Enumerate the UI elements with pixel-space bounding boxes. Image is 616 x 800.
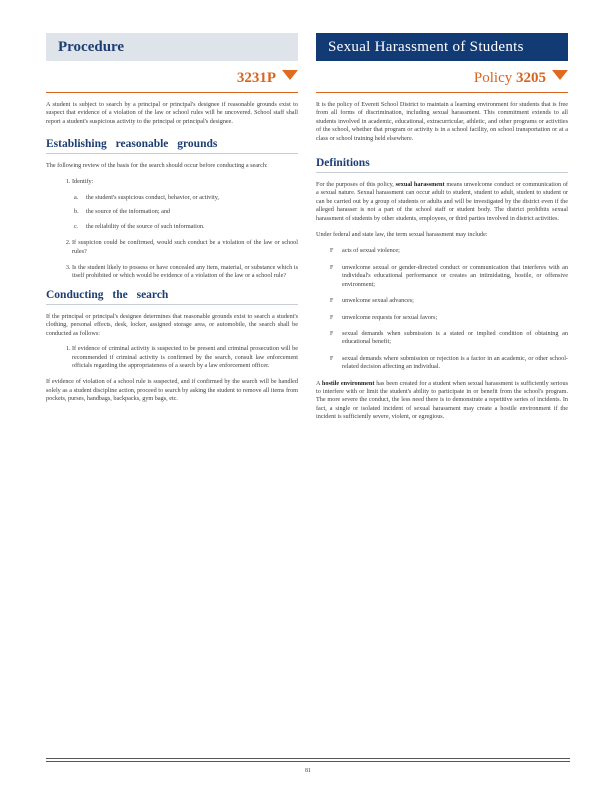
procedure-intro: A student is subject to search by a principal or principal's designee if reasonable grounds exist to suspect that evidence of a violation of the law or school rules will be uncovered. School staff shall report a student's suspicious activity to the principal or principal's designee. [46,101,298,125]
harassment-bullet [330,297,568,305]
bullet-mark-icon: F [330,314,334,321]
search-intro: If the principal or principal's designee determines that reasonable grounds exist to search a student's clothing, personal effects, desk, locker, assigned storage area, or automobile, the search shall be conducted as follows: [46,312,298,337]
harassment-bullet [330,247,568,255]
grounds-subitem-b [74,208,298,216]
bullet-mark-icon: F [330,355,334,362]
grounds-heading: Establishing reasonable grounds [46,138,218,151]
definitions-heading: Definitions [316,157,370,170]
grounds-intro: The following review of the basis for the search should occur before conducting a search: [46,162,268,170]
definition-pre: For the purposes of this policy, [316,181,394,189]
grounds-subitem-c-text: the reliability of the source of such information. [86,222,205,230]
search-list [46,345,298,370]
grounds-subitem-a [74,194,298,202]
subitem-letter: a. [74,194,79,202]
hostile-pre: A [316,379,321,387]
hostile-environment-paragraph [316,380,568,422]
harassment-bullet [330,313,568,322]
page-number: 81 [305,768,311,774]
procedure-rule [46,92,298,93]
bullet-text: unwelcome sexual advances; [342,297,414,305]
grounds-item-2: 2. If suspicion could be confirmed, would such conduct be a violation of the law or school rules? [72,239,298,256]
policy-banner: Sexual Harassment of Students [316,33,568,61]
hostile-term: hostile environment [321,379,375,387]
search-outro: If evidence of violation of a school rule is suspected, and if confirmed by the search will be handled solely as a student discipline action, proceed to search by asking the student to remove all items from pockets, purses, handbags, backpacks, gym bags, etc. [46,378,298,403]
bullet-mark-icon: F [330,298,334,305]
grounds-subitem-c [74,222,298,231]
grounds-subitem-a-text: the student's suspicious conduct, behavior, or activity, [86,194,219,202]
page-footer [46,758,570,774]
triangle-down-icon [282,70,298,80]
bullet-text: unwelcome requests for sexual favors; [342,313,438,321]
grounds-sublist [72,194,298,231]
harassment-bullet [330,329,568,347]
policy-word: Policy [473,70,513,86]
bullet-mark-icon: F [330,330,334,337]
harassment-bullets [316,247,568,371]
law-intro: Under federal and state law, the term sexual harassment may include: [316,231,488,239]
harassment-bullet [330,263,568,289]
search-item-1: 1. If evidence of criminal activity is suspected to be present and criminal prosecution will be recommended if criminal activity is confirmed by the search, consult law enforcement officials regarding the appropriateness of a search by a law enforcement officer. [72,345,298,370]
grounds-item-1-text: Identify: [72,177,94,185]
search-heading: Conducting the search [46,288,169,301]
bullet-text: unwelcome sexual or gender-directed conduct or communication that interferes with an individual's educational performance or creates an intimidating, hostile, or offensive environment; [342,263,568,288]
subitem-letter: c. [74,222,79,230]
grounds-item-3: 3. Is the student likely to possess or have concealed any item, material, or substance which is itself prohibited or which would be evidence of a violation of the law or a school rule? [72,264,298,281]
policy-rule [316,92,568,93]
definitions-heading-wrap [316,157,568,173]
grounds-list [46,178,298,281]
policy-intro: It is the policy of Everett School District to maintain a learning environment for students that is free from all forms of discrimination, including sexual harassment. This commitment extends to all students involved in academic, educational, extracurricular, athletic, and other programs or activities of the school, whether that program or activity is in a school facility, on school transportation or at a class or school training held elsewhere. [316,101,568,142]
policy-code-row [316,70,568,88]
grounds-item-1 [72,178,298,232]
definition-term: sexual harassment [395,181,445,189]
policy-number: 3205 [516,70,546,86]
bullet-text: sexual demands where submission or rejection is a factor in an academic, or other school-related decision affecting an individual. [342,354,568,371]
procedure-column [46,33,298,404]
footer-rule-top [46,758,570,759]
bullet-mark-icon: F [330,248,334,255]
subitem-letter: b. [74,208,79,216]
grounds-subitem-b-text: the source of the information; and [86,208,171,216]
procedure-code-row [46,70,298,88]
definition-paragraph [316,181,568,223]
harassment-bullet [330,354,568,372]
procedure-code: 3231P [236,70,276,86]
search-heading-wrap [46,289,298,305]
definition-post: means unwelcome conduct or communication of a sexual nature. Sexual harassment can occur adult to student, student to adult, student to student or can be carried out by a group of students or adults and will be investigated by the district even if the alleged harasser is not a part of the school staff or student body. The district prohibits sexual harassment of students by other students, employees, or third parties involved in district activities. [316,181,568,222]
bullet-text: sexual demands when submission is a stated or implied condition of obtaining an educational benefit; [342,329,568,346]
procedure-banner: Procedure [46,33,298,61]
hostile-post: has been created for a student when sexual harassment is sufficiently serious to interfere with or limit the student's ability to participate in or benefit from the school's program. The more severe the conduct, the less need there is to demonstrate a repetitive series of incidents. In fact, a single or isolated incident of sexual harassment may create a hostile environment if the incident is sufficiently severe, violent, or egregious. [316,379,569,421]
policy-column [316,33,568,422]
triangle-down-icon [552,70,568,80]
footer-rule-bottom [46,761,570,762]
bullet-mark-icon: F [330,264,334,271]
bullet-text: acts of sexual violence; [342,247,400,255]
grounds-heading-wrap [46,138,298,154]
